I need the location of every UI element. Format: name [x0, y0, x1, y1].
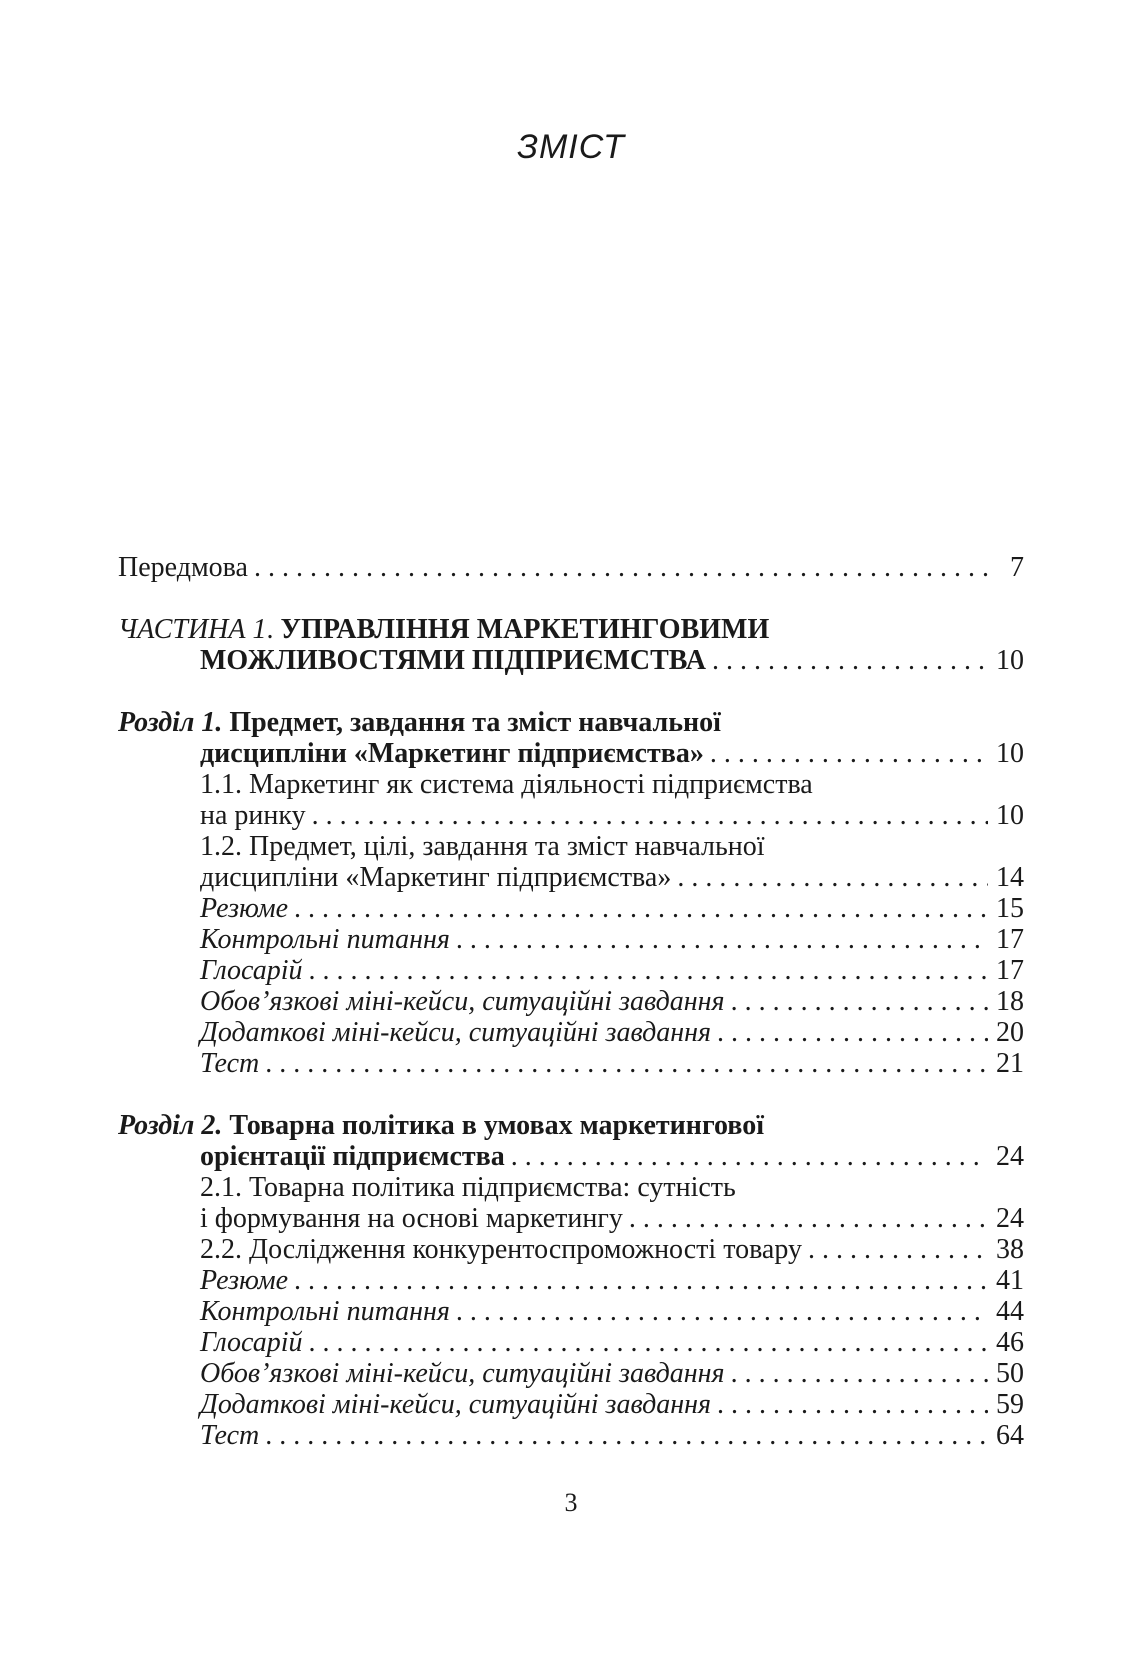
- table-of-contents: [118, 552, 1024, 1451]
- toc-entry-label: 2.1. Товарна політика підприємства: сутність: [200, 1172, 736, 1203]
- toc-entry-label: Глосарій: [200, 1327, 303, 1358]
- toc-entry-label: і формування на основі маркетингу: [200, 1203, 623, 1234]
- dot-leader: [712, 645, 988, 676]
- dot-leader: [456, 924, 988, 955]
- section-title-line1: Товарна політика в умовах маркетингової: [229, 1110, 764, 1141]
- toc-entry-test-1[interactable]: [118, 1048, 1024, 1079]
- toc-entry-required-cases-1[interactable]: [118, 986, 1024, 1017]
- toc-page-number: 24: [996, 1203, 1024, 1234]
- toc-entry-label: 1.2. Предмет, цілі, завдання та зміст навчальної: [200, 831, 765, 862]
- part-prefix: ЧАСТИНА 1: [118, 614, 267, 645]
- toc-entry-label: на ринку: [200, 800, 306, 831]
- toc-page-number: 17: [996, 924, 1024, 955]
- dot-leader: [254, 552, 988, 583]
- dot-leader: [717, 1017, 988, 1048]
- dot-leader: [308, 955, 988, 986]
- dot-leader: [717, 1389, 988, 1420]
- dot-leader: [731, 986, 988, 1017]
- toc-page-number: 38: [996, 1234, 1024, 1265]
- toc-entry-additional-cases-1[interactable]: [118, 1017, 1024, 1048]
- toc-entry-label: Контрольні питання: [200, 1296, 450, 1327]
- dot-leader: [629, 1203, 988, 1234]
- toc-entry-part1[interactable]: ЧАСТИНА 1. УПРАВЛІННЯ МАРКЕТИНГОВИМИ МОЖЛИВОСТЯМИ ПІДПРИЄМСТВА . . . 10: [118, 614, 1024, 676]
- toc-entry-test-2[interactable]: [118, 1420, 1024, 1451]
- toc-entry-questions-1[interactable]: [118, 924, 1024, 955]
- section-title-line2: дисципліни «Маркетинг підприємства»: [200, 738, 704, 769]
- toc-entry-label: дисципліни «Маркетинг підприємства»: [200, 862, 672, 893]
- section-title-line2: орієнтації підприємства: [200, 1141, 505, 1172]
- toc-page-number: 17: [996, 955, 1024, 986]
- toc-entry-label: Обов’язкові міні-кейси, ситуаційні завдання: [200, 1358, 725, 1389]
- toc-page-number: 21: [996, 1048, 1024, 1079]
- toc-entry-additional-cases-2[interactable]: [118, 1389, 1024, 1420]
- toc-page-number: 44: [996, 1296, 1024, 1327]
- section-title-line1: Предмет, завдання та зміст навчальної: [229, 707, 721, 738]
- toc-page-number: 24: [996, 1141, 1024, 1172]
- toc-entry-1-1[interactable]: [118, 769, 1024, 831]
- toc-entry-glossary-1[interactable]: [118, 955, 1024, 986]
- dot-leader: [710, 738, 988, 769]
- toc-page-number: 59: [996, 1389, 1024, 1420]
- dot-leader: [294, 1265, 988, 1296]
- part-title-line2: МОЖЛИВОСТЯМИ ПІДПРИЄМСТВА: [200, 645, 706, 676]
- page-number: 3: [564, 1488, 578, 1517]
- toc-page-number: 14: [996, 862, 1024, 893]
- dot-leader: [808, 1234, 988, 1265]
- toc-entry-resume-1[interactable]: [118, 893, 1024, 924]
- toc-page-number: 10: [996, 645, 1024, 676]
- dot-leader: [731, 1358, 988, 1389]
- toc-entry-label: Передмова: [118, 552, 248, 583]
- toc-page-number: 18: [996, 986, 1024, 1017]
- toc-entry-label: Контрольні питання: [200, 924, 450, 955]
- toc-page-number: 15: [996, 893, 1024, 924]
- toc-page-number: 46: [996, 1327, 1024, 1358]
- dot-leader: [677, 862, 988, 893]
- toc-entry-label: 1.1. Маркетинг як система діяльності підприємства: [200, 769, 813, 800]
- toc-entry-2-1[interactable]: [118, 1172, 1024, 1234]
- toc-entry-resume-2[interactable]: [118, 1265, 1024, 1296]
- toc-entry-1-2[interactable]: [118, 831, 1024, 893]
- toc-page-number: 20: [996, 1017, 1024, 1048]
- toc-entry-label: Обов’язкові міні-кейси, ситуаційні завдання: [200, 986, 725, 1017]
- dot-leader: [312, 800, 988, 831]
- dot-leader: [265, 1420, 988, 1451]
- dot-leader: [265, 1048, 988, 1079]
- dot-leader: [294, 893, 988, 924]
- toc-entry-label: Додаткові міні-кейси, ситуаційні завдання: [200, 1389, 712, 1420]
- toc-entry-section2[interactable]: [118, 1110, 1024, 1172]
- dot-leader: [456, 1296, 988, 1327]
- toc-entry-label: 2.2. Дослідження конкурентоспроможності товару: [200, 1234, 802, 1265]
- page-title: ЗМІСТ: [517, 128, 625, 166]
- dot-leader: [511, 1141, 988, 1172]
- section-prefix: Розділ 2.: [118, 1110, 223, 1141]
- toc-entry-2-2[interactable]: [118, 1234, 1024, 1265]
- section-prefix: Розділ 1.: [118, 707, 223, 738]
- toc-page-number: 7: [1010, 552, 1024, 583]
- dot-leader: [308, 1327, 988, 1358]
- toc-entry-label: Додаткові міні-кейси, ситуаційні завдання: [200, 1017, 712, 1048]
- toc-page-number: 41: [996, 1265, 1024, 1296]
- toc-entry-label: Тест: [200, 1048, 260, 1079]
- toc-page-number: 10: [996, 738, 1024, 769]
- toc-entry-preface[interactable]: [118, 552, 1024, 583]
- toc-entry-section1[interactable]: [118, 707, 1024, 769]
- part-title-line1: УПРАВЛІННЯ МАРКЕТИНГОВИМИ: [280, 614, 770, 645]
- toc-page-number: 50: [996, 1358, 1024, 1389]
- toc-entry-label: Резюме: [200, 893, 289, 924]
- toc-entry-questions-2[interactable]: [118, 1296, 1024, 1327]
- toc-page-number: 64: [996, 1420, 1024, 1451]
- toc-entry-required-cases-2[interactable]: [118, 1358, 1024, 1389]
- toc-page-number: 10: [996, 800, 1024, 831]
- toc-entry-glossary-2[interactable]: [118, 1327, 1024, 1358]
- toc-entry-label: Глосарій: [200, 955, 303, 986]
- toc-entry-label: Тест: [200, 1420, 260, 1451]
- toc-entry-label: Резюме: [200, 1265, 289, 1296]
